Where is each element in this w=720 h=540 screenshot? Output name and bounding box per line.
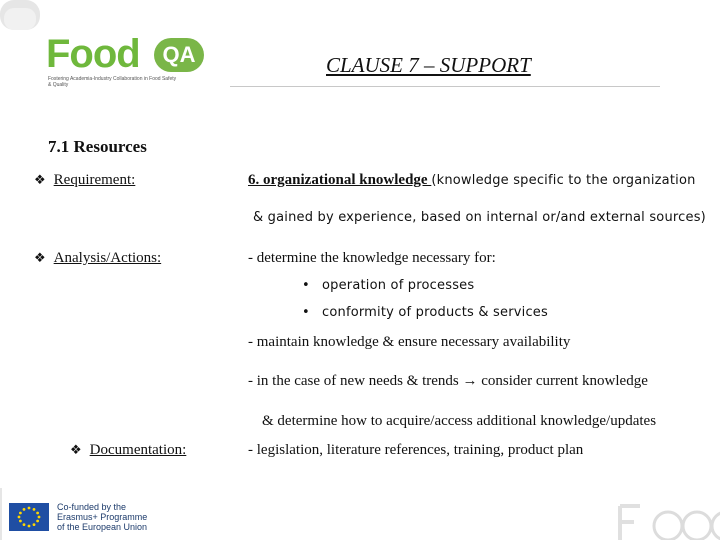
bullet-dot-icon: • [302,305,310,320]
slide-title: CLAUSE 7 – SUPPORT [326,53,531,77]
analysis-label: Analysis/Actions: [53,250,162,266]
analysis-line-acquire: & determine how to acquire/access additional knowledge/updates [262,413,657,429]
logo-qa-badge: QA [154,38,204,72]
eu-line-3: of the European Union [57,522,148,532]
eu-cofunded-text [57,502,147,532]
analysis-label-row [34,249,161,268]
analysis-bullet-item: • operation of processes [302,278,475,293]
logo-tagline: Fostering Academia-Industry Collaboration in Food Safety & Quality [48,76,177,88]
requirement-description: (knowledge specific to the organization [431,173,696,188]
analysis-line-determine: - determine the knowledge necessary for: [248,250,496,266]
diamond-bullet-icon: ❖ [34,173,46,188]
requirement-label: Requirement: [53,172,136,188]
documentation-text: - legislation, literature references, training, product plan [248,442,584,458]
analysis-bullet-item: • conformity of products & services [302,305,548,320]
logo-wordmark: Food [46,32,140,76]
eu-line-2: Erasmus+ Programme [57,512,148,522]
documentation-label: Documentation: [89,442,187,458]
documentation-label-row [70,441,186,460]
foodqa-logo [46,34,216,94]
diamond-bullet-icon: ❖ [70,443,82,458]
eu-line-1: Co-funded by the [57,502,127,512]
requirement-text-line2: & gained by experience, based on internal or/and external sources) [253,210,706,225]
analysis-line-maintain: - maintain knowledge & ensure necessary availability [248,334,571,350]
eu-flag-icon [9,503,49,531]
requirement-label-row [34,171,135,190]
section-heading: 7.1 Resources [48,137,147,156]
diamond-bullet-icon: ❖ [34,251,46,266]
requirement-bold-title: 6. organizational knowledge [248,172,432,188]
title-divider [230,86,660,87]
requirement-text-line1 [248,171,696,190]
bullet-dot-icon: • [302,278,310,293]
analysis-line-new-needs: - in the case of new needs & trends → consider current knowledge [248,373,648,389]
